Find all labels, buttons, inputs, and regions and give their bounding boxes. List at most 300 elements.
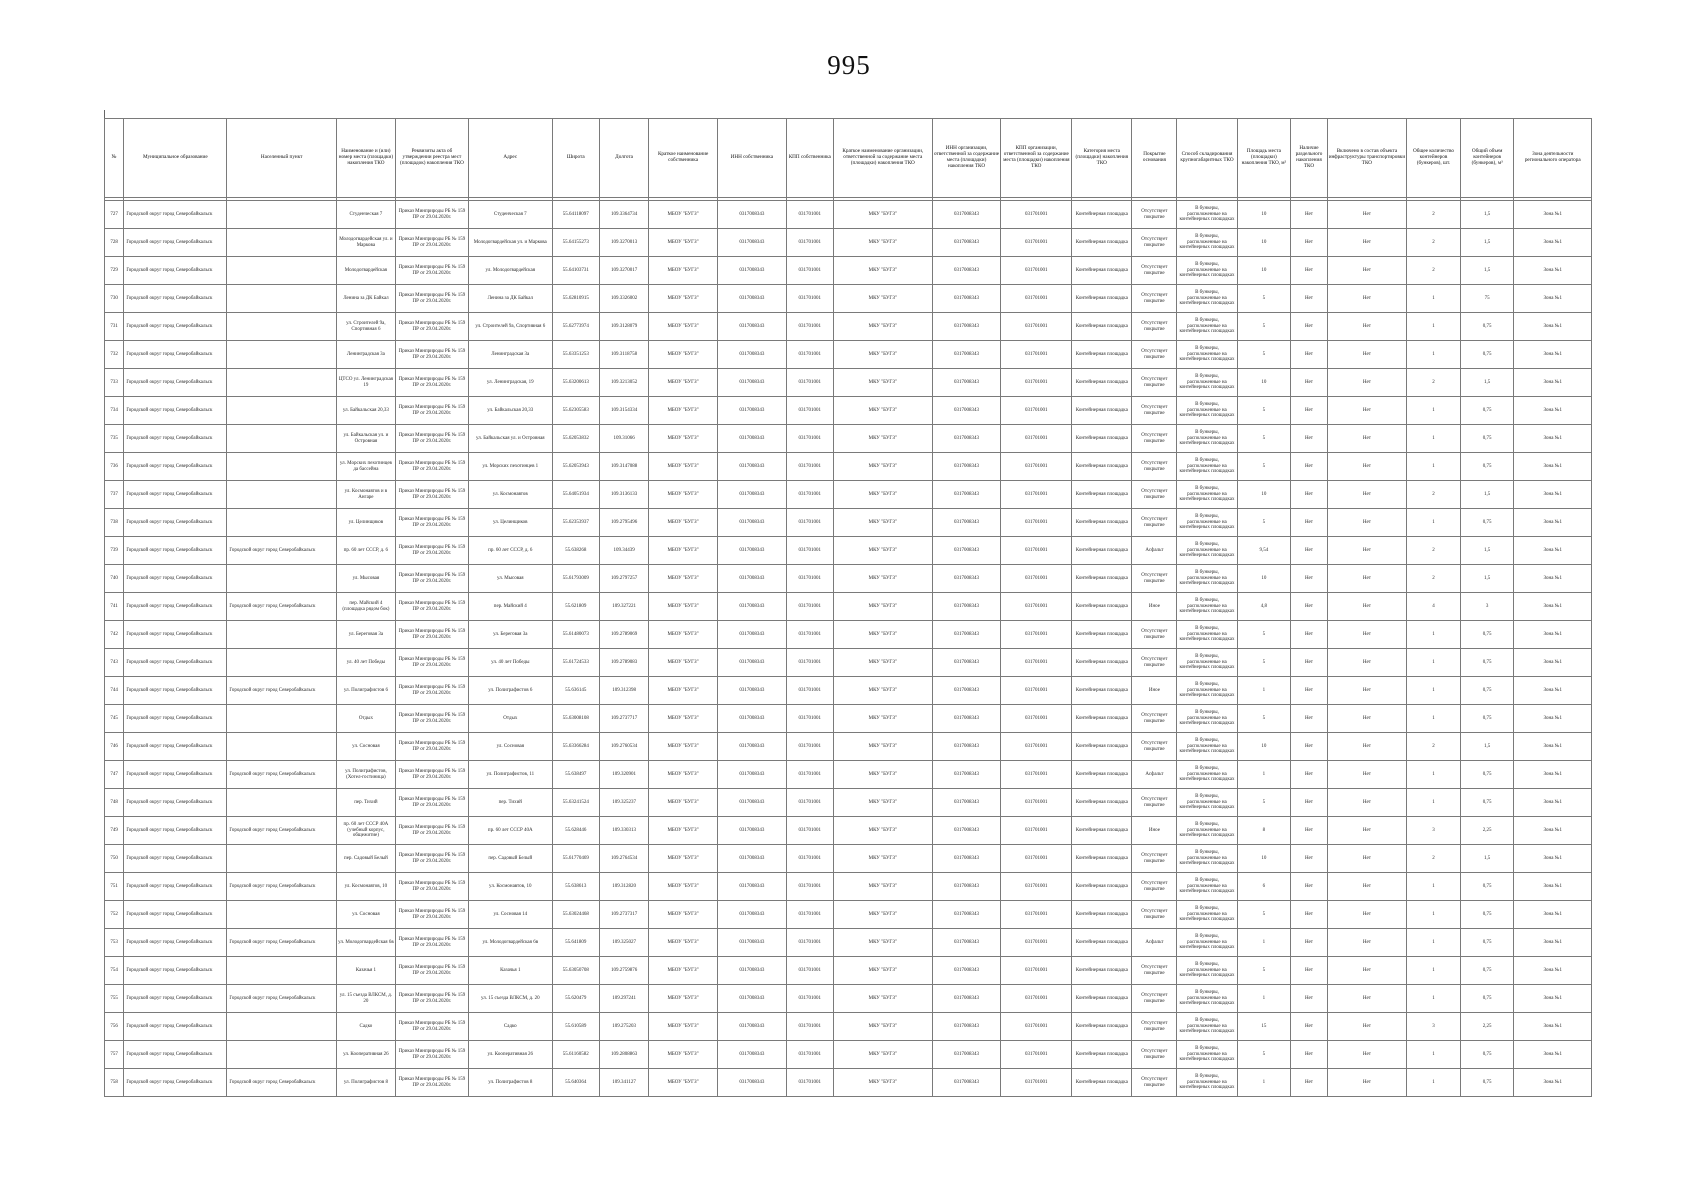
table-row: [105, 845, 1592, 873]
cell-operator-inn: 0317008343: [932, 257, 1001, 285]
cell-longitude: 109.3213052: [599, 369, 648, 397]
table-row: [105, 873, 1592, 901]
cell-surface: Отсутствует покрытие: [1132, 873, 1177, 901]
cell-site-name: ул. Полиграфистов 8: [336, 1069, 395, 1097]
cell-site-category: Контейнерная площадка: [1072, 873, 1132, 901]
cell-longitude: 109.3128079: [599, 313, 648, 341]
cell-site-name: ул. Полиграфистов, (Хотел-гостиница): [336, 761, 395, 789]
cell-owner-inn: 0317008343: [717, 397, 786, 425]
cell-settlement: [227, 733, 337, 761]
cell-surface: Асфальт: [1132, 929, 1177, 957]
cell-settlement: [227, 285, 337, 313]
cell-container-volume: 0,75: [1460, 761, 1514, 789]
cell-latitude: 55.61770469: [552, 845, 599, 873]
cell-address: ул. Молодогвардейская: [468, 257, 552, 285]
cell-act-details: Приказ Минприроды РБ № 159 ПР от 29.04.2020г.: [395, 229, 468, 257]
cell-container-volume: 0,75: [1460, 957, 1514, 985]
cell-operator-inn: 0317008343: [932, 453, 1001, 481]
cell-storage-method: В бункеры, расположенные на контейнерных площадках: [1177, 985, 1237, 1013]
cell-municipality: Городской округ город Северобайкальск: [124, 481, 227, 509]
cell-longitude: 109.2737717: [599, 705, 648, 733]
cell-act-details: Приказ Минприроды РБ № 159 ПР от 29.04.2020г.: [395, 845, 468, 873]
cell-operator-zone: Зона №1: [1514, 537, 1592, 565]
cell-container-count: 1: [1407, 761, 1461, 789]
cell-longitude: 109.297241: [599, 985, 648, 1013]
cell-site-category: Контейнерная площадка: [1072, 397, 1132, 425]
cell-municipality: Городской округ город Северобайкальск: [124, 957, 227, 985]
cell-infrastructure: Нет: [1327, 425, 1406, 453]
cell-separate-collection: Нет: [1291, 509, 1328, 537]
cell-operator-name: МКУ "БУГЗ": [833, 397, 932, 425]
cell-number: 745: [105, 705, 124, 733]
cell-address: ул. Космонавтов: [468, 481, 552, 509]
cell-number: 732: [105, 341, 124, 369]
cell-longitude: 109.325027: [599, 929, 648, 957]
cell-container-count: 1: [1407, 789, 1461, 817]
cell-owner-kpp: 031701001: [786, 705, 833, 733]
cell-container-count: 2: [1407, 481, 1461, 509]
cell-operator-kpp: 031701001: [1001, 789, 1072, 817]
cell-settlement: [227, 229, 337, 257]
cell-operator-inn: 0317008343: [932, 341, 1001, 369]
cell-site-category: Контейнерная площадка: [1072, 621, 1132, 649]
cell-owner-kpp: 031701001: [786, 817, 833, 845]
cell-operator-kpp: 031701001: [1001, 509, 1072, 537]
cell-infrastructure: Нет: [1327, 873, 1406, 901]
cell-act-details: Приказ Минприроды РБ № 159 ПР от 29.04.2020г.: [395, 817, 468, 845]
cell-owner-name: МБОУ "БУГЗ": [649, 789, 718, 817]
cell-owner-inn: 0317008343: [717, 509, 786, 537]
cell-longitude: 109.341127: [599, 1069, 648, 1097]
cell-storage-method: В бункеры, расположенные на контейнерных площадках: [1177, 873, 1237, 901]
cell-owner-inn: 0317008343: [717, 201, 786, 229]
cell-container-count: 1: [1407, 1041, 1461, 1069]
cell-address: Садко: [468, 1013, 552, 1041]
cell-area: 5: [1237, 425, 1291, 453]
cell-container-count: 1: [1407, 873, 1461, 901]
cell-site-name: ул. Строителей 9а, Спортивная 6: [336, 313, 395, 341]
cell-owner-kpp: 031701001: [786, 565, 833, 593]
cell-owner-inn: 0317008343: [717, 1013, 786, 1041]
cell-operator-kpp: 031701001: [1001, 621, 1072, 649]
cell-operator-kpp: 031701001: [1001, 873, 1072, 901]
cell-storage-method: В бункеры, расположенные на контейнерных площадках: [1177, 789, 1237, 817]
cell-latitude: 55.61724533: [552, 649, 599, 677]
cell-owner-inn: 0317008343: [717, 985, 786, 1013]
cell-operator-name: МКУ "БУГЗ": [833, 761, 932, 789]
cell-separate-collection: Нет: [1291, 257, 1328, 285]
cell-operator-kpp: 031701001: [1001, 677, 1072, 705]
cell-owner-inn: 0317008343: [717, 229, 786, 257]
cell-infrastructure: Нет: [1327, 957, 1406, 985]
cell-surface: Отсутствует покрытие: [1132, 481, 1177, 509]
cell-owner-inn: 0317008343: [717, 761, 786, 789]
cell-municipality: Городской округ город Северобайкальск: [124, 1013, 227, 1041]
cell-owner-inn: 0317008343: [717, 677, 786, 705]
cell-container-volume: 1,5: [1460, 565, 1514, 593]
cell-area: 1: [1237, 677, 1291, 705]
cell-owner-name: МБОУ "БУГЗ": [649, 1069, 718, 1097]
cell-longitude: 109.2789083: [599, 649, 648, 677]
cell-site-category: Контейнерная площадка: [1072, 313, 1132, 341]
cell-owner-inn: 0317008343: [717, 313, 786, 341]
cell-site-category: Контейнерная площадка: [1072, 1069, 1132, 1097]
table-row: [105, 397, 1592, 425]
cell-separate-collection: Нет: [1291, 369, 1328, 397]
table-body: [105, 198, 1592, 1097]
cell-address: пр. 60 лет СССР, д. 6: [468, 537, 552, 565]
cell-address: ул. Мысовая: [468, 565, 552, 593]
table-row: [105, 957, 1592, 985]
cell-number: 729: [105, 257, 124, 285]
cell-settlement: Городской округ город Северобайкальск: [227, 873, 337, 901]
cell-owner-name: МБОУ "БУГЗ": [649, 649, 718, 677]
cell-operator-inn: 0317008343: [932, 313, 1001, 341]
table-row: [105, 257, 1592, 285]
cell-site-name: ЦТСО ул. Ленинградская 19: [336, 369, 395, 397]
cell-infrastructure: Нет: [1327, 593, 1406, 621]
cell-address: Ленина за ДК Байкал: [468, 285, 552, 313]
header-col-operator-inn: ИНН организации, ответственной за содержание места (площадки) накопления ТКО: [932, 119, 1001, 198]
cell-storage-method: В бункеры, расположенные на контейнерных площадках: [1177, 341, 1237, 369]
cell-operator-kpp: 031701001: [1001, 929, 1072, 957]
table-row: [105, 341, 1592, 369]
cell-longitude: 109.320901: [599, 761, 648, 789]
cell-act-details: Приказ Минприроды РБ № 159 ПР от 29.04.2020г.: [395, 733, 468, 761]
cell-site-category: Контейнерная площадка: [1072, 733, 1132, 761]
cell-operator-name: МКУ "БУГЗ": [833, 425, 932, 453]
table-row: [105, 1069, 1592, 1097]
cell-container-volume: 1,5: [1460, 537, 1514, 565]
cell-address: Отдых: [468, 705, 552, 733]
cell-number: 752: [105, 901, 124, 929]
cell-settlement: [227, 565, 337, 593]
cell-container-volume: 0,75: [1460, 789, 1514, 817]
cell-storage-method: В бункеры, расположенные на контейнерных площадках: [1177, 929, 1237, 957]
cell-operator-zone: Зона №1: [1514, 285, 1592, 313]
cell-settlement: Городской округ город Северобайкальск: [227, 537, 337, 565]
cell-operator-inn: 0317008343: [932, 649, 1001, 677]
cell-site-name: пер. Садовый Белый: [336, 845, 395, 873]
cell-municipality: Городской округ город Северобайкальск: [124, 313, 227, 341]
cell-storage-method: В бункеры, расположенные на контейнерных площадках: [1177, 509, 1237, 537]
cell-site-category: Контейнерная площадка: [1072, 901, 1132, 929]
cell-container-count: 1: [1407, 929, 1461, 957]
cell-operator-name: МКУ "БУГЗ": [833, 985, 932, 1013]
cell-settlement: [227, 789, 337, 817]
cell-municipality: Городской округ город Северобайкальск: [124, 929, 227, 957]
cell-owner-inn: 0317008343: [717, 369, 786, 397]
cell-separate-collection: Нет: [1291, 621, 1328, 649]
header-col-area: Площадь места (площадки) накопления ТКО, м²: [1237, 119, 1291, 198]
cell-container-count: 1: [1407, 313, 1461, 341]
cell-municipality: Городской округ город Северобайкальск: [124, 397, 227, 425]
cell-operator-zone: Зона №1: [1514, 789, 1592, 817]
cell-operator-inn: 0317008343: [932, 761, 1001, 789]
cell-operator-kpp: 031701001: [1001, 1069, 1072, 1097]
cell-surface: Отсутствует покрытие: [1132, 313, 1177, 341]
cell-address: Молодогвардейская ул. и Маркова: [468, 229, 552, 257]
cell-container-volume: 2,25: [1460, 1013, 1514, 1041]
cell-latitude: 55.63200613: [552, 369, 599, 397]
cell-owner-kpp: 031701001: [786, 537, 833, 565]
table-row: [105, 537, 1592, 565]
cell-owner-inn: 0317008343: [717, 481, 786, 509]
cell-number: 754: [105, 957, 124, 985]
cell-settlement: Городской округ город Северобайкальск: [227, 1069, 337, 1097]
cell-container-volume: 0,75: [1460, 985, 1514, 1013]
cell-act-details: Приказ Минприроды РБ № 159 ПР от 29.04.2020г.: [395, 649, 468, 677]
table-row: [105, 285, 1592, 313]
cell-act-details: Приказ Минприроды РБ № 159 ПР от 29.04.2020г.: [395, 1041, 468, 1069]
cell-operator-inn: 0317008343: [932, 677, 1001, 705]
cell-operator-name: МКУ "БУГЗ": [833, 509, 932, 537]
cell-site-category: Контейнерная площадка: [1072, 509, 1132, 537]
cell-site-name: ул. Молодогвардейская 6в: [336, 929, 395, 957]
cell-latitude: 55.64118097: [552, 201, 599, 229]
cell-address: ул. Сосновая 14: [468, 901, 552, 929]
cell-latitude: 55.641809: [552, 929, 599, 957]
cell-settlement: [227, 257, 337, 285]
cell-address: Ленинградская 3а: [468, 341, 552, 369]
cell-storage-method: В бункеры, расположенные на контейнерных площадках: [1177, 229, 1237, 257]
cell-number: 758: [105, 1069, 124, 1097]
cell-operator-kpp: 031701001: [1001, 285, 1072, 313]
cell-settlement: [227, 397, 337, 425]
cell-owner-name: МБОУ "БУГЗ": [649, 621, 718, 649]
table-row: [105, 313, 1592, 341]
cell-longitude: 109.2797257: [599, 565, 648, 593]
table-row: [105, 817, 1592, 845]
table-row: [105, 1013, 1592, 1041]
cell-site-category: Контейнерная площадка: [1072, 369, 1132, 397]
cell-operator-kpp: 031701001: [1001, 845, 1072, 873]
cell-number: 756: [105, 1013, 124, 1041]
cell-act-details: Приказ Минприроды РБ № 159 ПР от 29.04.2020г.: [395, 509, 468, 537]
cell-owner-name: МБОУ "БУГЗ": [649, 817, 718, 845]
cell-container-count: 1: [1407, 509, 1461, 537]
cell-owner-name: МБОУ "БУГЗ": [649, 985, 718, 1013]
cell-latitude: 55.62353937: [552, 509, 599, 537]
cell-number: 739: [105, 537, 124, 565]
cell-area: 5: [1237, 649, 1291, 677]
cell-address: ул. Байкальская ул. и Островная: [468, 425, 552, 453]
cell-infrastructure: Нет: [1327, 481, 1406, 509]
cell-surface: Отсутствует покрытие: [1132, 201, 1177, 229]
cell-operator-name: МКУ "БУГЗ": [833, 817, 932, 845]
cell-site-name: ул. Космонавтов, 10: [336, 873, 395, 901]
header-col-surface: Покрытие основания: [1132, 119, 1177, 198]
cell-address: ул. Байкальская 20,33: [468, 397, 552, 425]
cell-operator-inn: 0317008343: [932, 789, 1001, 817]
cell-owner-inn: 0317008343: [717, 845, 786, 873]
cell-storage-method: В бункеры, расположенные на контейнерных площадках: [1177, 565, 1237, 593]
cell-municipality: Городской округ город Северобайкальск: [124, 1041, 227, 1069]
cell-container-count: 1: [1407, 649, 1461, 677]
cell-surface: Отсутствует покрытие: [1132, 285, 1177, 313]
cell-operator-name: МКУ "БУГЗ": [833, 1013, 932, 1041]
cell-owner-inn: 0317008343: [717, 873, 786, 901]
cell-owner-inn: 0317008343: [717, 593, 786, 621]
cell-number: 749: [105, 817, 124, 845]
cell-site-category: Контейнерная площадка: [1072, 257, 1132, 285]
cell-surface: Отсутствует покрытие: [1132, 341, 1177, 369]
cell-settlement: [227, 481, 337, 509]
cell-latitude: 55.628446: [552, 817, 599, 845]
cell-latitude: 55.61160582: [552, 1041, 599, 1069]
cell-owner-name: МБОУ "БУГЗ": [649, 285, 718, 313]
cell-owner-name: МБОУ "БУГЗ": [649, 453, 718, 481]
cell-infrastructure: Нет: [1327, 845, 1406, 873]
cell-address: ул. 40 лет Победы: [468, 649, 552, 677]
cell-storage-method: В бункеры, расположенные на контейнерных площадках: [1177, 817, 1237, 845]
cell-site-category: Контейнерная площадка: [1072, 481, 1132, 509]
cell-surface: Отсутствует покрытие: [1132, 1069, 1177, 1097]
cell-infrastructure: Нет: [1327, 397, 1406, 425]
cell-operator-inn: 0317008343: [932, 705, 1001, 733]
cell-owner-name: МБОУ "БУГЗ": [649, 313, 718, 341]
cell-operator-kpp: 031701001: [1001, 453, 1072, 481]
cell-container-volume: 3: [1460, 593, 1514, 621]
header-col-site-category: Категория места (площадки) накопления ТКО: [1072, 119, 1132, 198]
cell-municipality: Городской округ город Северобайкальск: [124, 873, 227, 901]
cell-infrastructure: Нет: [1327, 789, 1406, 817]
table-row: [105, 789, 1592, 817]
cell-settlement: [227, 621, 337, 649]
header-col-owner-inn: ИНН собственника: [717, 119, 786, 198]
cell-owner-name: МБОУ "БУГЗ": [649, 565, 718, 593]
cell-owner-kpp: 031701001: [786, 789, 833, 817]
cell-area: 5: [1237, 1041, 1291, 1069]
cell-owner-inn: 0317008343: [717, 705, 786, 733]
cell-municipality: Городской округ город Северобайкальск: [124, 537, 227, 565]
cell-storage-method: В бункеры, расположенные на контейнерных площадках: [1177, 901, 1237, 929]
cell-municipality: Городской округ город Северобайкальск: [124, 733, 227, 761]
cell-surface: Отсутствует покрытие: [1132, 733, 1177, 761]
cell-settlement: [227, 649, 337, 677]
table-row: [105, 985, 1592, 1013]
cell-site-category: Контейнерная площадка: [1072, 985, 1132, 1013]
cell-operator-inn: 0317008343: [932, 733, 1001, 761]
cell-infrastructure: Нет: [1327, 733, 1406, 761]
cell-area: 10: [1237, 481, 1291, 509]
cell-operator-kpp: 031701001: [1001, 593, 1072, 621]
cell-separate-collection: Нет: [1291, 1041, 1328, 1069]
cell-operator-kpp: 031701001: [1001, 481, 1072, 509]
cell-site-category: Контейнерная площадка: [1072, 537, 1132, 565]
cell-owner-inn: 0317008343: [717, 929, 786, 957]
header-col-municipality: Муниципальное образование: [124, 119, 227, 198]
cell-operator-kpp: 031701001: [1001, 425, 1072, 453]
cell-area: 10: [1237, 201, 1291, 229]
cell-storage-method: В бункеры, расположенные на контейнерных площадках: [1177, 621, 1237, 649]
cell-surface: Отсутствует покрытие: [1132, 565, 1177, 593]
cell-storage-method: В бункеры, расположенные на контейнерных площадках: [1177, 649, 1237, 677]
cell-site-name: пер. Тихий: [336, 789, 395, 817]
cell-address: ул. Сосновая: [468, 733, 552, 761]
cell-infrastructure: Нет: [1327, 705, 1406, 733]
cell-operator-kpp: 031701001: [1001, 705, 1072, 733]
cell-operator-zone: Зона №1: [1514, 481, 1592, 509]
cell-owner-inn: 0317008343: [717, 425, 786, 453]
cell-operator-inn: 0317008343: [932, 929, 1001, 957]
cell-site-name: Отдых: [336, 705, 395, 733]
cell-separate-collection: Нет: [1291, 1013, 1328, 1041]
cell-address: ул. Кооперативная 26: [468, 1041, 552, 1069]
cell-longitude: 109.325237: [599, 789, 648, 817]
cell-site-category: Контейнерная площадка: [1072, 705, 1132, 733]
cell-container-volume: 0,75: [1460, 649, 1514, 677]
cell-owner-kpp: 031701001: [786, 677, 833, 705]
cell-operator-name: МКУ "БУГЗ": [833, 873, 932, 901]
cell-site-name: ул. Кооперативная 26: [336, 1041, 395, 1069]
cell-site-name: ул. 15 съезда ВЛКСМ, д. 20: [336, 985, 395, 1013]
cell-container-volume: 1,5: [1460, 229, 1514, 257]
cell-act-details: Приказ Минприроды РБ № 159 ПР от 29.04.2020г.: [395, 453, 468, 481]
table-row: [105, 761, 1592, 789]
cell-container-count: 2: [1407, 369, 1461, 397]
cell-surface: Отсутствует покрытие: [1132, 649, 1177, 677]
cell-latitude: 55.63050708: [552, 957, 599, 985]
cell-latitude: 55.621809: [552, 593, 599, 621]
cell-surface: Отсутствует покрытие: [1132, 229, 1177, 257]
cell-operator-inn: 0317008343: [932, 817, 1001, 845]
cell-longitude: 109.312398: [599, 677, 648, 705]
cell-latitude: 55.62053943: [552, 453, 599, 481]
cell-address: ул. 15 съезда ВЛКСМ, д. 20: [468, 985, 552, 1013]
cell-separate-collection: Нет: [1291, 593, 1328, 621]
cell-owner-name: МБОУ "БУГЗ": [649, 229, 718, 257]
cell-site-category: Контейнерная площадка: [1072, 929, 1132, 957]
cell-settlement: Городской округ город Северобайкальск: [227, 677, 337, 705]
cell-operator-name: МКУ "БУГЗ": [833, 369, 932, 397]
cell-storage-method: В бункеры, расположенные на контейнерных площадках: [1177, 257, 1237, 285]
cell-operator-zone: Зона №1: [1514, 565, 1592, 593]
cell-site-category: Контейнерная площадка: [1072, 761, 1132, 789]
cell-owner-kpp: 031701001: [786, 257, 833, 285]
cell-settlement: [227, 705, 337, 733]
cell-operator-name: МКУ "БУГЗ": [833, 565, 932, 593]
cell-address: ул. Полиграфистов 8: [468, 1069, 552, 1097]
cell-act-details: Приказ Минприроды РБ № 159 ПР от 29.04.2020г.: [395, 593, 468, 621]
cell-municipality: Городской округ город Северобайкальск: [124, 453, 227, 481]
cell-operator-name: МКУ "БУГЗ": [833, 929, 932, 957]
cell-longitude: 109.3154334: [599, 397, 648, 425]
cell-operator-name: МКУ "БУГЗ": [833, 845, 932, 873]
cell-owner-kpp: 031701001: [786, 1069, 833, 1097]
cell-longitude: 109.3147088: [599, 453, 648, 481]
cell-number: 730: [105, 285, 124, 313]
cell-area: 5: [1237, 313, 1291, 341]
table-row: [105, 425, 1592, 453]
header-col-separate-collection: Наличие раздельного накопления ТКО: [1291, 119, 1328, 198]
cell-latitude: 55.64155273: [552, 229, 599, 257]
cell-municipality: Городской округ город Северобайкальск: [124, 285, 227, 313]
cell-site-category: Контейнерная площадка: [1072, 845, 1132, 873]
cell-operator-kpp: 031701001: [1001, 537, 1072, 565]
cell-address: ул. Ленинградская, 19: [468, 369, 552, 397]
cell-container-count: 1: [1407, 453, 1461, 481]
cell-storage-method: В бункеры, расположенные на контейнерных площадках: [1177, 201, 1237, 229]
cell-area: 5: [1237, 397, 1291, 425]
cell-infrastructure: Нет: [1327, 817, 1406, 845]
table-row: [105, 705, 1592, 733]
cell-owner-kpp: 031701001: [786, 845, 833, 873]
cell-longitude: 109.31066: [599, 425, 648, 453]
cell-operator-kpp: 031701001: [1001, 733, 1072, 761]
cell-operator-zone: Зона №1: [1514, 369, 1592, 397]
cell-operator-name: МКУ "БУГЗ": [833, 901, 932, 929]
